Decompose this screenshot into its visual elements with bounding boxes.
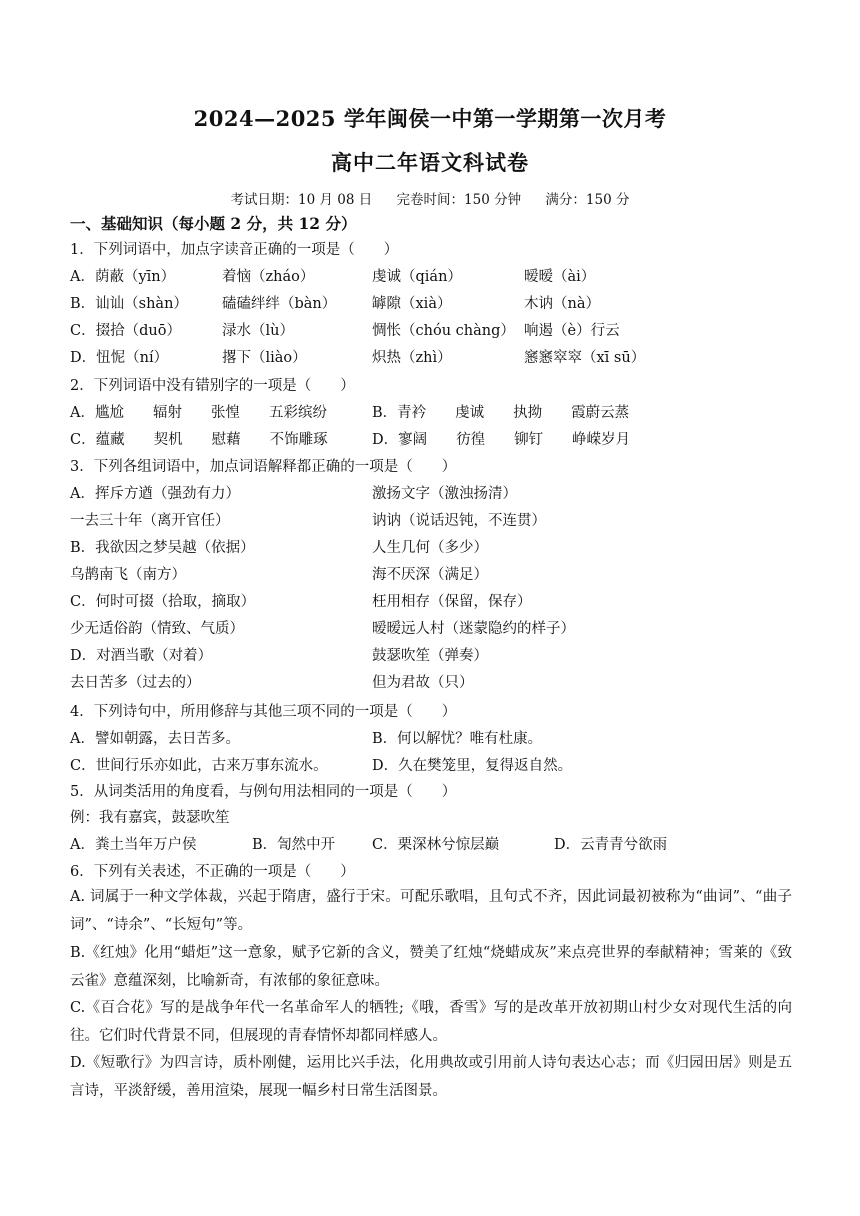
q4-option-d: D．久在樊笼里，复得返自然。 [372, 758, 573, 774]
q3-item: 讷讷（说话迟钝，不连贯） [372, 513, 546, 529]
q6-stem: 6．下列有关表述，不正确的一项是（ ） [70, 864, 355, 880]
q4-stem: 4．下列诗句中，所用修辞与其他三项不同的一项是（ ） [70, 704, 457, 720]
q5-example: 例：我有嘉宾，鼓瑟吹笙 [70, 810, 230, 826]
q6-option-c: C.《百合花》写的是战争年代一名革命军人的牺牲;《哦，香雪》写的是改革开放初期山村少女对现代生活的向往。它们时代背景不同，但展现的青春情怀却都同样感人。 [70, 1000, 792, 1044]
q6-option-a: A. 词属于一种文学体裁，兴起于隋唐，盛行于宋。可配乐歌唱，且句式不齐，因此词最初被称为“曲词”、“曲子词”、“诗余”、“长短句”等。 [70, 889, 792, 933]
section-heading: 一、基础知识（每小题 2 分，共 12 分） [70, 214, 357, 233]
q1-option: 木讷（nà） [524, 296, 600, 312]
q4-option-c: C．世间行乐亦如此，古来万事东流水。 [70, 758, 328, 774]
q3-item: 一去三十年（离开官任） [70, 513, 230, 529]
q1-option: 撂下（liào） [222, 350, 307, 366]
q3-item: 少无适俗韵（情致、气质） [70, 621, 244, 637]
q2-stem: 2．下列词语中没有错别字的一项是（ ） [70, 378, 355, 394]
q2-option-b: B．青衿 虔诚 执拗 霞蔚云蒸 [372, 405, 630, 421]
q1-option: 虔诚（qián） [372, 269, 462, 285]
q1-stem: 1．下列词语中，加点字读音正确的一项是（ ） [70, 242, 399, 258]
q1-option: C．掇拾（duō） [70, 323, 181, 339]
exam-score: 满分：150 分 [545, 192, 630, 208]
q1-option: 惆怅（chóu chàng） [372, 323, 515, 339]
q3-item: 海不厌深（满足） [372, 567, 488, 583]
q5-option-b: B．訇然中开 [252, 837, 336, 853]
q4-option-b: B．何以解忧？唯有杜康。 [372, 731, 543, 747]
q2-option-c: C．蕴藏 契机 慰藉 不饰雕琢 [70, 432, 328, 448]
q3-item: 去日苦多（过去的） [70, 675, 201, 691]
q4-option-a: A．譬如朝露，去日苦多。 [70, 731, 240, 747]
q5-stem: 5．从词类活用的角度看，与例句用法相同的一项是（ ） [70, 784, 457, 800]
q1-option: A．荫蔽（yīn） [70, 269, 176, 285]
q5-option-d: D．云青青兮欲雨 [554, 837, 668, 853]
q3-item: C．何时可掇（拾取，摘取） [70, 594, 256, 610]
q3-item: 暧暧远人村（迷蒙隐约的样子） [372, 621, 575, 637]
q6-option-b: B.《红烛》化用“蜡炬”这一意象，赋予它新的含义，赞美了红烛“烧蜡成灰”来点亮世界的奉献精神；雪莱的《致云雀》意蕴深刻，比喻新奇，有浓郁的象征意味。 [70, 945, 792, 989]
exam-title: 2024—2025 学年闽侯一中第一学期第一次月考 [193, 106, 667, 131]
q5-option-a: A．粪土当年万户侯 [70, 837, 197, 853]
exam-date: 考试日期：10 月 08 日 [230, 192, 373, 208]
exam-duration: 完卷时间：150 分钟 [396, 192, 522, 208]
q3-item: 鼓瑟吹笙（弹奏） [372, 648, 488, 664]
q1-option: B．讪讪（shàn） [70, 296, 188, 312]
q1-option: 磕磕绊绊（bàn） [222, 296, 337, 312]
q1-option: 炽热（zhì） [372, 350, 452, 366]
q3-item: 乌鹊南飞（南方） [70, 567, 186, 583]
q3-item: B．我欲因之梦吴越（依据） [70, 540, 255, 556]
q3-stem: 3．下列各组词语中，加点词语解释都正确的一项是（ ） [70, 459, 457, 475]
q1-option: 着恼（zháo） [222, 269, 315, 285]
q3-item: 枉用相存（保留，保存） [372, 594, 532, 610]
q1-option: 窸窸窣窣（xī sū） [524, 350, 646, 366]
q3-item: D．对酒当歌（对着） [70, 648, 213, 664]
q6-option-d: D.《短歌行》为四言诗，质朴刚健，运用比兴手法，化用典故或引用前人诗句表达心志；而《归园田居》则是五言诗，平淡舒缓，善用渲染，展现一幅乡村日常生活图景。 [70, 1055, 792, 1099]
q1-option: 罅隙（xià） [372, 296, 452, 312]
q1-option: 暧暧（ài） [524, 269, 596, 285]
q3-item: A．挥斥方遒（强劲有力） [70, 486, 240, 502]
q2-option-d: D．寥阔 彷徨 铆钉 峥嵘岁月 [372, 432, 631, 448]
q2-option-a: A．尴尬 辐射 张惶 五彩缤纷 [70, 405, 327, 421]
q3-item: 人生几何（多少） [372, 540, 488, 556]
q5-option-c: C．栗深林兮惊层巅 [372, 837, 500, 853]
q1-option: D．忸怩（ní） [70, 350, 169, 366]
q1-option: 响遏（è）行云 [524, 323, 620, 339]
q1-option: 渌水（lù） [222, 323, 294, 339]
q3-item: 但为君故（只） [372, 675, 474, 691]
q3-item: 激扬文字（激浊扬清） [372, 486, 517, 502]
exam-subtitle: 高中二年语文科试卷 [331, 150, 529, 175]
exam-meta [0, 188, 860, 208]
